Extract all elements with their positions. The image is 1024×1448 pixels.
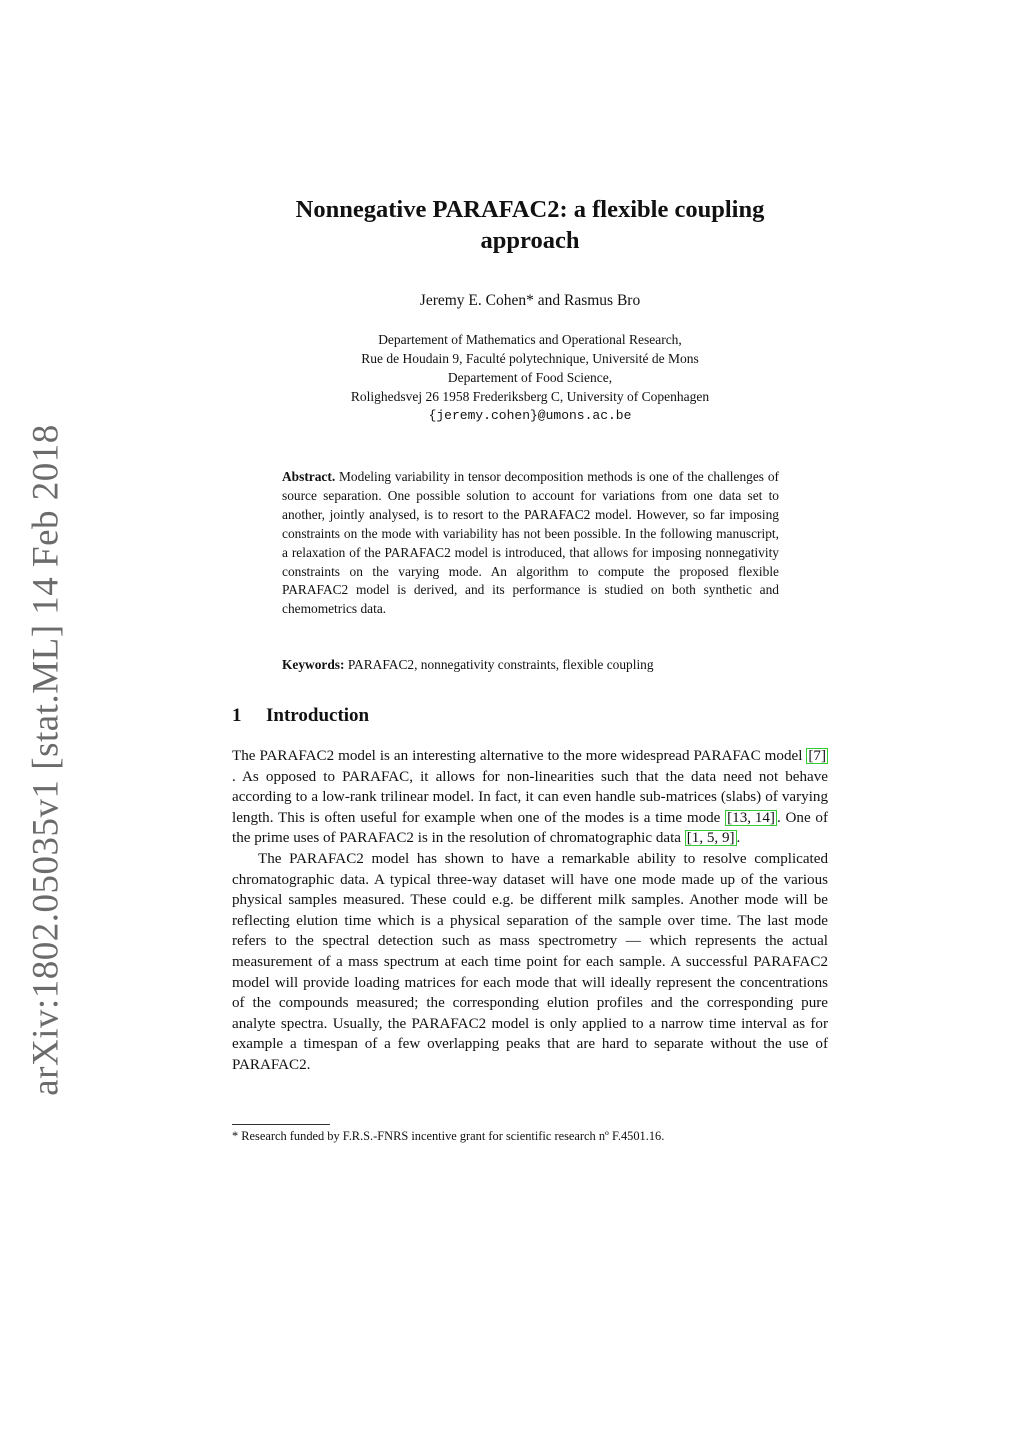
abstract <box>282 468 779 619</box>
section-title: Introduction <box>266 705 370 726</box>
affiliation-line: Departement of Food Science, <box>447 370 613 385</box>
title-line-1: Nonnegative PARAFAC2: a flexible coupling <box>295 196 765 223</box>
affiliation-block <box>232 330 828 425</box>
abstract-label: Abstract. <box>282 469 336 484</box>
abstract-text: Modeling variability in tensor decomposition methods is one of the challenges of source separation. One possible solution to account for variations from one data set to another, jointly analysed, is to resort to the PARAFAC2 model. However, so far imposing constraints on the mode with variability has not been possible. In the following manuscript, a relaxation of the PARAFAC2 model is introduced, that allows for imposing nonnegativity constraints on the varying mode. An algorithm to compute the proposed flexible PARAFAC2 model is derived, and its performance is studied on both synthetic and chemometrics data. <box>282 469 779 617</box>
section-number: 1 <box>232 705 242 726</box>
footnote: * Research funded by F.R.S.-FNRS incentive grant for scientific research nº F.4501.16. <box>232 1129 665 1143</box>
section-heading <box>232 705 369 727</box>
citation-link[interactable]: [7] <box>808 748 826 764</box>
keywords <box>282 656 779 675</box>
paragraph-2: The PARAFAC2 model has shown to have a remarkable ability to resolve complicated chromatographic data. A typical three-way dataset will have one mode made up of the various physical samples measured. These could e.g. be different milk samples. Another mode will be reflecting elution time which is a physical separation of the sample over time. The last mode refers to the spectral detection such as mass spectrometry — which represents the actual measurement of a mass spectrum at each time point for each sample. A successful PARAFAC2 model will provide loading matrices for each mode that will ideally represent the concentrations of the compounds measured; the corresponding elution profiles and the corresponding pure analyte spectra. Usually, the PARAFAC2 model is only applied to a narrow time interval as for example a timespan of a few overlapping peaks that are hard to separate without the use of PARAFAC2. <box>232 850 828 1073</box>
arxiv-sidebar <box>24 424 68 1096</box>
footnote-rule <box>232 1124 330 1125</box>
affiliation-line: Departement of Mathematics and Operational Research, <box>378 332 682 347</box>
author-email: {jeremy.cohen}@umons.ac.be <box>428 408 632 423</box>
body-text <box>232 746 828 1076</box>
citation-link[interactable]: [13, 14] <box>727 809 775 826</box>
paragraph-text: . One of the prime uses of PARAFAC2 is in the resolution of chromatographic data <box>232 809 828 847</box>
paragraph-text: The PARAFAC2 model is an interesting alternative to the more widespread PARAFAC model <box>232 748 807 764</box>
paragraph-text: . As opposed to PARAFAC, it allows for non-linearities such that the data need not behave according to a low-rank trilinear model. In fact, it can even handle sub-matrices (slabs) of varying length. This is often useful for example when one of the modes is a time mode <box>232 768 828 826</box>
keywords-text: PARAFAC2, nonnegativity constraints, flexible coupling <box>347 657 654 672</box>
citation-link[interactable]: [1, 5, 9] <box>686 830 735 847</box>
title-line-2: approach <box>480 227 580 254</box>
keywords-label: Keywords: <box>282 657 345 672</box>
paragraph-1 <box>232 746 828 849</box>
paragraph-text: . <box>736 830 741 847</box>
arxiv-identifier: arXiv:1802.05035v1 [stat.ML] 14 Feb 2018 <box>25 424 67 1096</box>
affiliation-line: Rolighedsvej 26 1958 Frederiksberg C, University of Copenhagen <box>350 389 710 404</box>
paper-title <box>232 194 828 256</box>
author-list: Jeremy E. Cohen* and Rasmus Bro <box>419 292 641 309</box>
affiliation-line: Rue de Houdain 9, Faculté polytechnique, Université de Mons <box>361 351 699 366</box>
